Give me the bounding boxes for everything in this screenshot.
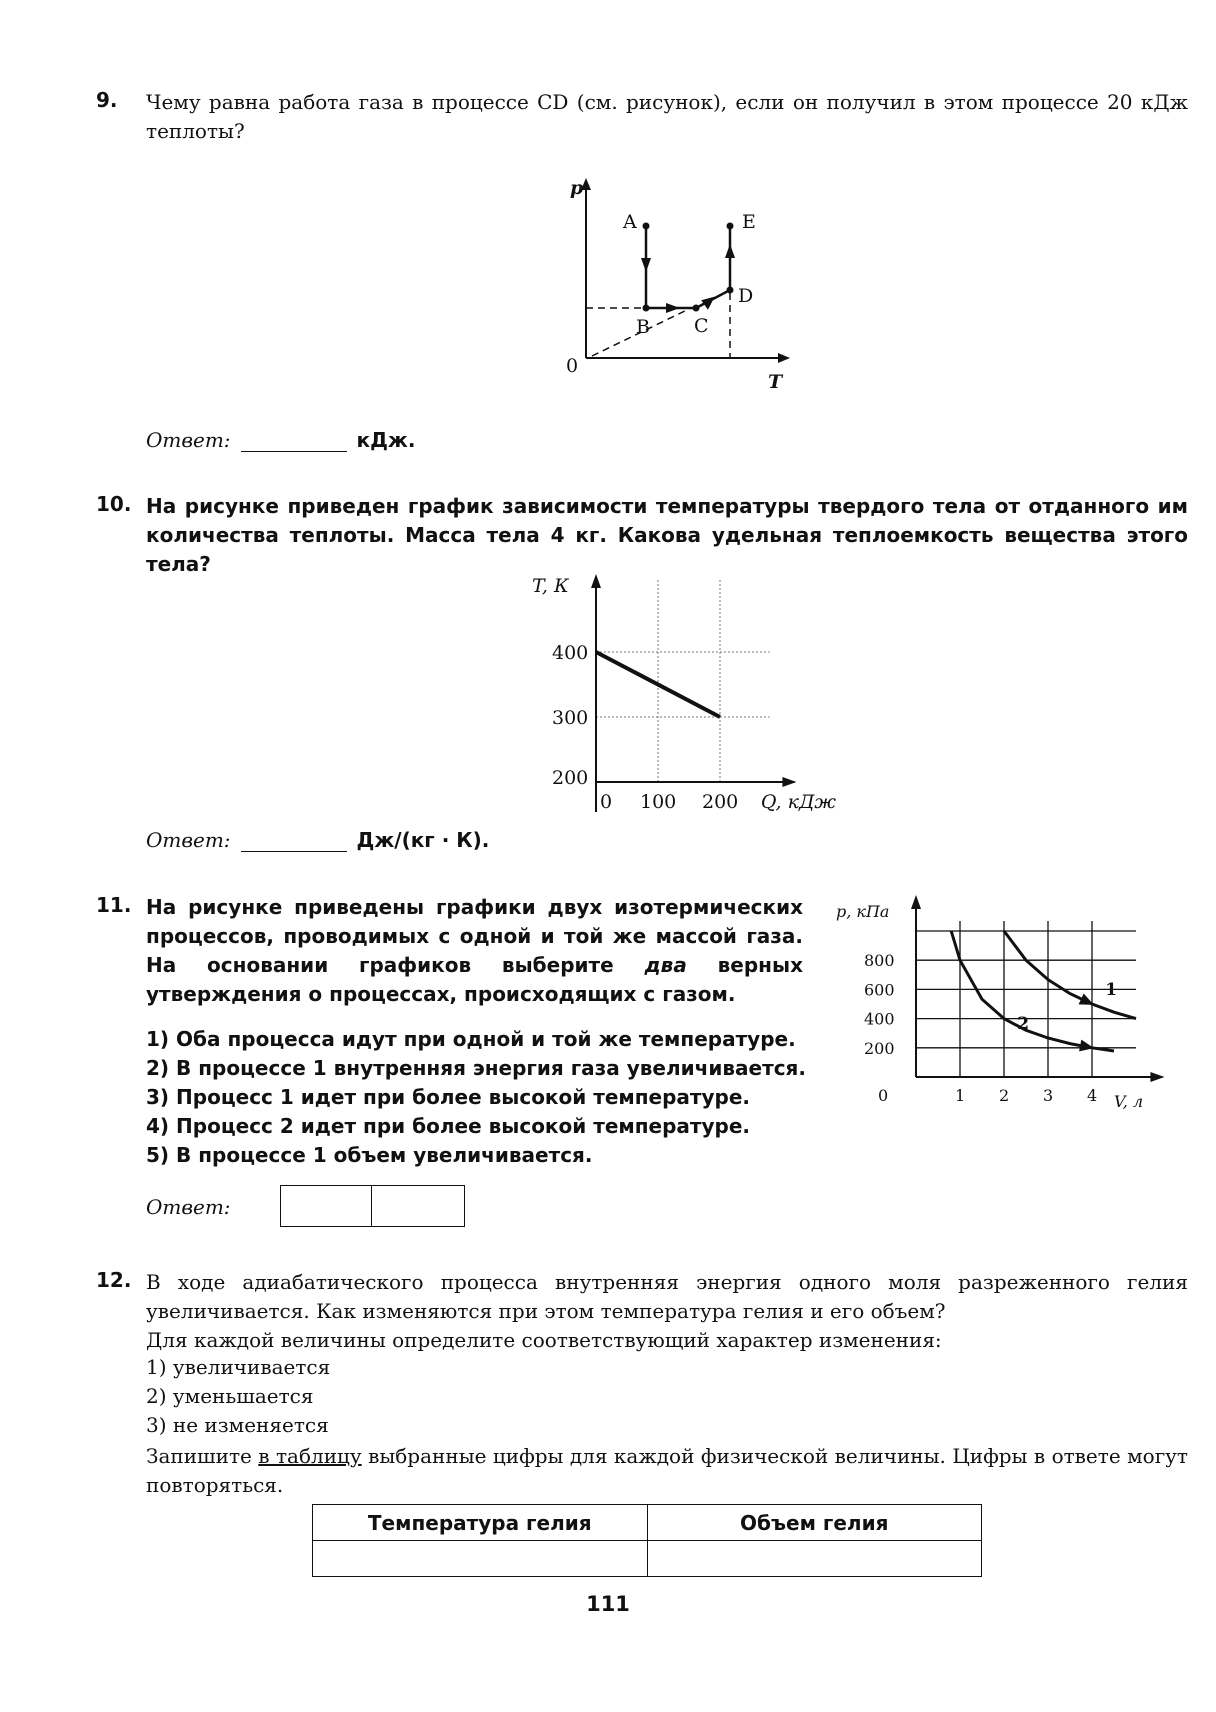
x-axis-label: V, л <box>1114 1092 1144 1111</box>
option-2: 2) В процессе 1 внутренняя энергия газа увеличивается. <box>146 1056 806 1080</box>
label-d: D <box>738 285 754 307</box>
y-tick-label: 400 <box>864 1009 895 1029</box>
table-header-row <box>313 1505 982 1541</box>
point-c <box>693 305 700 312</box>
point-d <box>727 287 734 294</box>
y-tick-label: 400 <box>552 642 589 664</box>
problem-instruction: Для каждой величины определите соответствующий характер изменения: <box>146 1328 942 1352</box>
x-axis-arrow-icon <box>782 777 796 787</box>
option-4: 4) Процесс 2 идет при более высокой температуре. <box>146 1114 751 1138</box>
x-tick-label: 0 <box>600 791 613 813</box>
y-axis-arrow-icon <box>911 895 921 909</box>
y-tick-label: 200 <box>864 1038 895 1058</box>
problem-number: 11. <box>96 893 132 917</box>
arrow-ab-icon <box>641 258 651 272</box>
problem-9 <box>96 88 1188 458</box>
point-a <box>643 223 650 230</box>
label-b: B <box>636 316 650 338</box>
x-tick-label: 1 <box>955 1086 966 1105</box>
x-tick-label: 2 <box>999 1086 1010 1105</box>
x-axis-arrow-icon <box>1150 1072 1164 1082</box>
option-2: 2) уменьшается <box>146 1384 314 1408</box>
problem-number: 10. <box>96 492 132 516</box>
isotherm-1 <box>1004 931 1136 1019</box>
arrow-bc-icon <box>666 303 680 313</box>
header-volume: Объем гелия <box>647 1505 982 1541</box>
isotherm-2-label: 2 <box>1017 1013 1030 1034</box>
problem-text <box>146 893 803 1009</box>
arrow-de-icon <box>725 244 735 258</box>
text-before: На рисунке приведены графики двух изотермических процессов, проводимых с одной и той же массой газа. На основании графиков выберите <box>146 895 803 977</box>
problem-10 <box>96 492 1188 862</box>
answer-label: Ответ: <box>146 828 231 852</box>
point-e <box>727 223 734 230</box>
problem-text: Чему равна работа газа в процессе CD (см. рисунок), если он получил в этом процессе 20 кДж теплоты? <box>146 90 1188 143</box>
problem-12 <box>96 1268 1188 1588</box>
answer-blank[interactable] <box>241 831 347 852</box>
y-tick-label: 300 <box>552 707 589 729</box>
text-emph: два <box>644 953 687 977</box>
y-tick-label: 200 <box>552 767 589 789</box>
problem-final <box>146 1442 1188 1500</box>
x-tick-label: 3 <box>1043 1086 1054 1105</box>
t-q-chart <box>466 572 837 813</box>
answer-unit: кДж. <box>356 428 416 452</box>
answer-boxes <box>280 1185 465 1227</box>
problem-text: На рисунке приведен график зависимости температуры твердого тела от отданного им количества теплоты. Масса тела 4 кг. Какова удельная теплоемкость вещества этого тела? <box>146 494 1188 576</box>
x-tick-label: 200 <box>702 791 739 813</box>
p-v-chart <box>820 893 1180 1123</box>
option-1: 1) Оба процесса идут при одной и той же температуре. <box>146 1027 796 1051</box>
label-e: E <box>742 211 756 233</box>
p-axis-label: p <box>570 177 584 199</box>
option-3: 3) не изменяется <box>146 1413 329 1437</box>
final-after: выбранные цифры для каждой физической величины. Цифры в ответе могут повторяться. <box>146 1444 1188 1497</box>
answer-label: Ответ: <box>146 1195 231 1219</box>
problem-number: 9. <box>96 88 118 112</box>
label-a: A <box>623 211 637 233</box>
origin-label: 0 <box>566 355 579 377</box>
answer-row <box>146 428 415 452</box>
final-before: Запишите <box>146 1444 259 1468</box>
problem-number: 12. <box>96 1268 132 1292</box>
answer-label: Ответ: <box>146 428 231 452</box>
x-tick-label: 100 <box>640 791 677 813</box>
y-axis-label: p, кПа <box>836 902 890 921</box>
pt-diagram <box>516 178 816 398</box>
x-tick-label: 4 <box>1087 1086 1098 1105</box>
answer-cell-2[interactable] <box>372 1186 464 1226</box>
y-axis-label: T, К <box>532 575 569 597</box>
answer-cell-1[interactable] <box>281 1186 372 1226</box>
y-tick-label: 600 <box>864 980 895 1000</box>
table-answer-row <box>313 1541 982 1577</box>
y-tick-label: 800 <box>864 951 895 971</box>
point-b <box>643 305 650 312</box>
problem-11 <box>96 893 1188 1233</box>
isotherm-1-label: 1 <box>1105 980 1118 1001</box>
header-temperature: Температура гелия <box>313 1505 648 1541</box>
answer-cell-temperature[interactable] <box>313 1541 648 1577</box>
t-axis-arrow-icon <box>778 353 790 363</box>
option-5: 5) В процессе 1 объем увеличивается. <box>146 1143 593 1167</box>
answer-cell-volume[interactable] <box>647 1541 982 1577</box>
isotherm-1-arrow-icon <box>1079 993 1097 1010</box>
label-c: C <box>694 315 709 337</box>
answer-row <box>146 828 489 852</box>
x-axis-label: Q, кДж <box>760 791 837 813</box>
page-number: 111 <box>586 1592 630 1616</box>
text-after: верных утверждения о процессах, происходящих с газом. <box>146 953 803 1006</box>
isotherm-2 <box>951 931 1114 1051</box>
answer-blank[interactable] <box>241 431 347 452</box>
problem-text: В ходе адиабатического процесса внутренняя энергия одного моля разреженного гелия увеличивается. Как изменяются при этом температура гелия и его объем? <box>146 1270 1188 1323</box>
answer-table <box>312 1504 982 1577</box>
x-tick-label: 0 <box>878 1086 889 1105</box>
t-axis-label: T <box>768 371 783 393</box>
answer-row <box>146 1195 231 1219</box>
option-3: 3) Процесс 1 идет при более высокой температуре. <box>146 1085 751 1109</box>
answer-unit: Дж/(кг · К). <box>356 828 490 852</box>
option-1: 1) увеличивается <box>146 1355 331 1379</box>
y-axis-arrow-icon <box>591 574 601 588</box>
final-link: в таблицу <box>258 1444 362 1468</box>
